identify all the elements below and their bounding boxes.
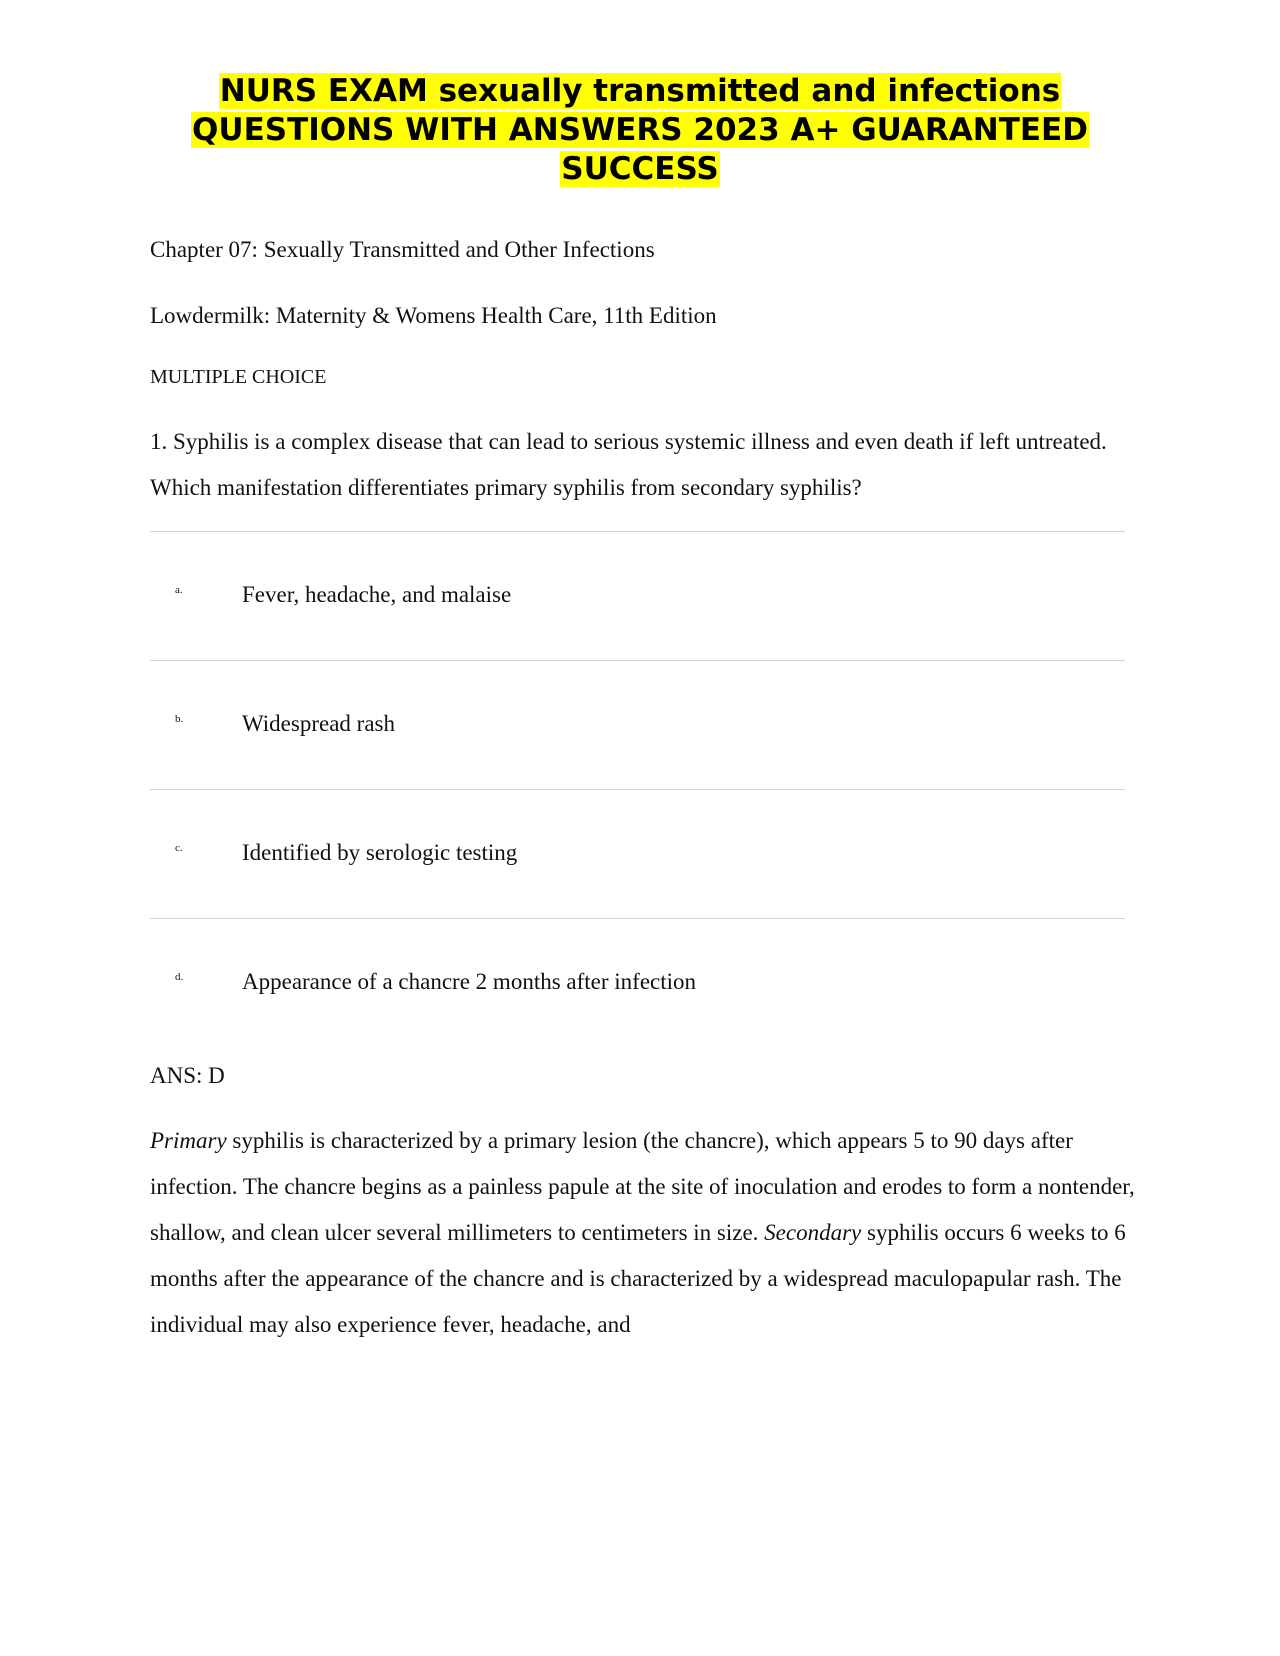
option-text: Fever, headache, and malaise bbox=[242, 582, 512, 607]
rationale-part-2: syphilis occurs 6 weeks to 6 months after the appearance of the chancre and is characterized by a widespread maculopapular rash. The individual may also experience fever, headache, and bbox=[150, 1220, 1126, 1337]
option-c bbox=[150, 789, 1125, 918]
option-a bbox=[150, 531, 1125, 660]
option-d bbox=[150, 918, 1125, 1047]
title-highlight: NURS EXAM sexually transmitted and infections QUESTIONS WITH ANSWERS 2023 A+ GUARANTEED SUCCESS bbox=[192, 73, 1088, 187]
option-letter: c. bbox=[175, 842, 183, 854]
term-primary: Primary bbox=[150, 1128, 227, 1153]
option-b bbox=[150, 660, 1125, 789]
question-text: 1. Syphilis is a complex disease that can lead to serious systemic illness and even death if left untreated. Which manifestation differentiates primary syphilis from secondary syphilis? bbox=[150, 429, 1107, 500]
section-label: MULTIPLE CHOICE bbox=[150, 366, 327, 388]
option-text: Widespread rash bbox=[242, 711, 395, 736]
book-reference: Lowdermilk: Maternity & Womens Health Care, 11th Edition bbox=[150, 303, 717, 328]
document-title bbox=[120, 72, 1160, 189]
option-text: Identified by serologic testing bbox=[242, 840, 518, 865]
option-text: Appearance of a chancre 2 months after infection bbox=[242, 969, 697, 994]
answer-options bbox=[150, 531, 1125, 1047]
chapter-heading: Chapter 07: Sexually Transmitted and Other Infections bbox=[150, 237, 655, 262]
answer-key: ANS: D bbox=[150, 1063, 225, 1088]
option-letter: d. bbox=[175, 971, 184, 983]
term-secondary: Secondary bbox=[764, 1220, 862, 1245]
answer-rationale bbox=[150, 1118, 1140, 1348]
option-letter: a. bbox=[175, 584, 183, 596]
option-letter: b. bbox=[175, 713, 184, 725]
rationale-part-1: syphilis is characterized by a primary lesion (the chancre), which appears 5 to 90 days after infection. The chancre begins as a painless papule at the site of inoculation and erodes to form a nontender, shallow, and clean ulcer several millimeters to centimeters in size. bbox=[150, 1128, 1135, 1245]
